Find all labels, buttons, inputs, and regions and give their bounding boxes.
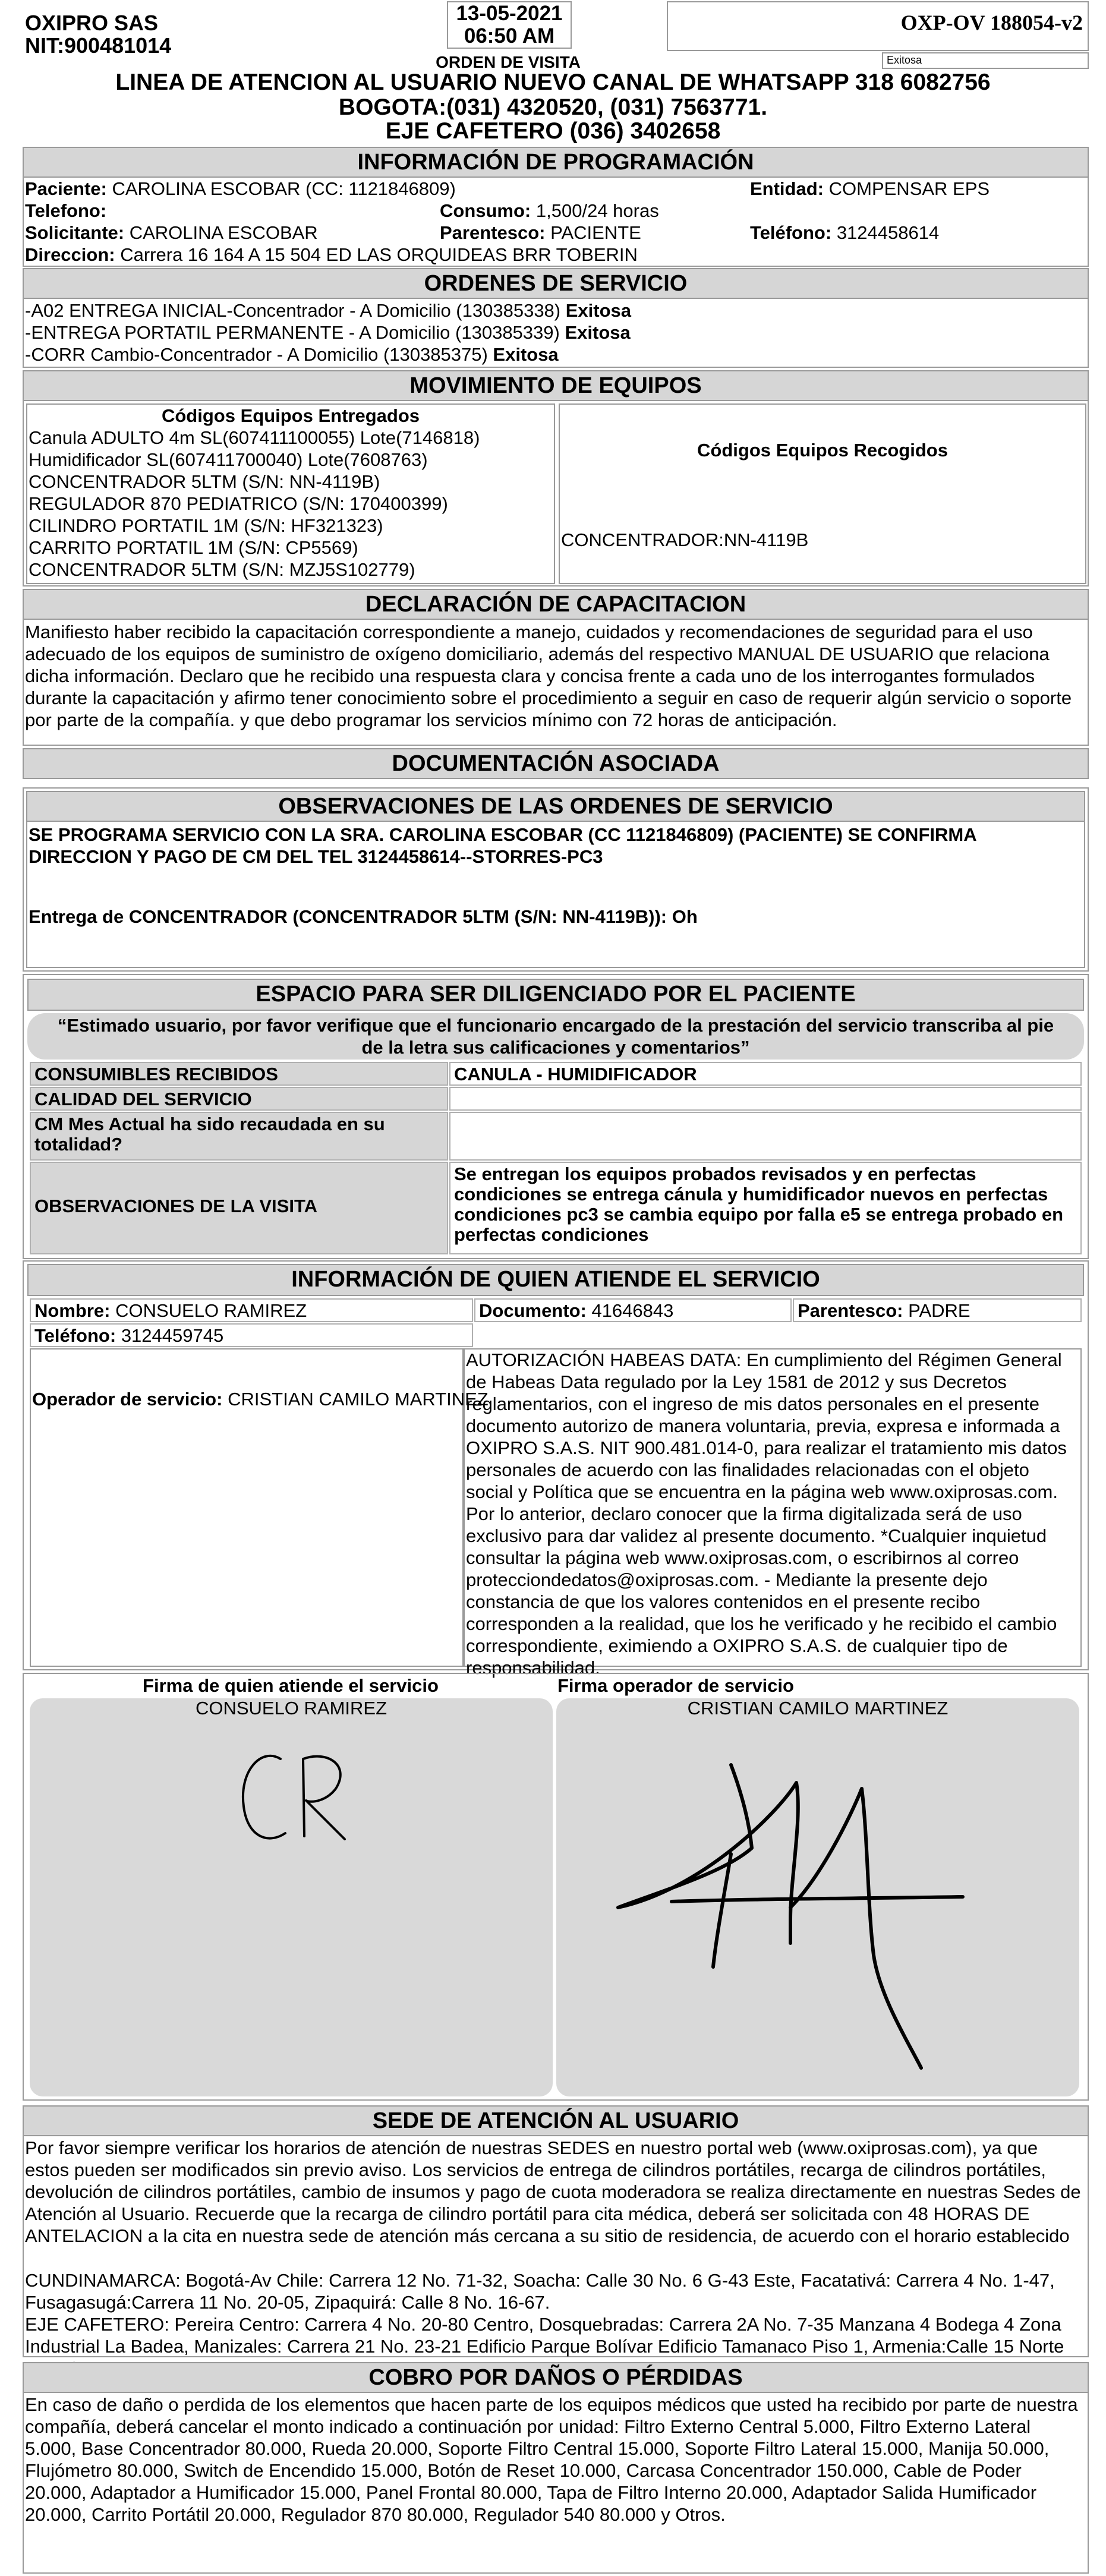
parentesco-value: PACIENTE bbox=[550, 222, 641, 243]
parentesco-atiende-label: Parentesco: bbox=[798, 1300, 903, 1321]
operador-label: Operador de servicio: bbox=[32, 1389, 223, 1410]
cm-value bbox=[449, 1112, 1082, 1161]
sede-eje-cafetero: EJE CAFETERO: Pereira Centro: Carrera 4 No. 20-80 Centro, Dosquebradas: Carrera 2A No. 7-35 Manzana 4 Bodega 4 Zona Industrial La Badea, Manizales: Carrera 21 No. 23-21 Edificio Parque Bolívar Edificio Tamanaco Piso 1, Armenia:Calle 15 Norte bbox=[25, 2314, 1064, 2357]
doc-type: ORDEN DE VISITA bbox=[436, 53, 581, 71]
orden-status: Exitosa bbox=[493, 344, 559, 365]
company-name: OXIPRO SAS bbox=[25, 11, 159, 35]
operador-row bbox=[32, 1388, 489, 1410]
whatsapp-line: LINEA DE ATENCION AL USUARIO NUEVO CANAL DE WHATSAPP 318 6082756 bbox=[115, 70, 991, 95]
consumibles-label: CONSUMIBLES RECIBIDOS bbox=[30, 1062, 448, 1086]
telefono2-value: 3124458614 bbox=[836, 222, 940, 243]
orden-item bbox=[25, 299, 631, 321]
calidad-label: CALIDAD DEL SERVICIO bbox=[30, 1087, 448, 1111]
orden-text: -A02 ENTREGA INICIAL-Concentrador - A Domicilio (130385338) bbox=[25, 300, 561, 321]
nombre-value: CONSUELO RAMIREZ bbox=[115, 1300, 307, 1321]
sede-cundinamarca: CUNDINAMARCA: Bogotá-Av Chile: Carrera 12 No. 71-32, Soacha: Calle 30 No. 6 G-43 Este, Facatativá: Carrera 4 No. 1-47, Fusagasugá:Carrera 11 No. 20-05, Zipaquirá: Calle 8 No. 16-67. bbox=[25, 2270, 1055, 2313]
entidad-row bbox=[750, 178, 990, 200]
documentacion-title: DOCUMENTACIÓN ASOCIADA bbox=[23, 748, 1089, 779]
solicitante-row bbox=[25, 222, 318, 244]
operador-value: CRISTIAN CAMILO MARTINEZ bbox=[228, 1389, 489, 1410]
consumo-label: Consumo: bbox=[440, 200, 531, 221]
telefono2-row bbox=[750, 222, 939, 244]
observaciones-visita-value: Se entregan los equipos probados revisados y en perfectas condiciones se entrega cánula y humidificador nuevos en perfectas condiciones pc3 se cambia equipo por falla e5 se entrega probado en perfectas condiciones bbox=[449, 1162, 1082, 1254]
cobro-text: En caso de daño o perdida de los elementos que hacen parte de los equipos médicos que usted ha recibido por parte de nuestra compañía, deberá cancelar el monto indicado a continuación por unidad: Filtro Externo Central 5.000, Filtro Externo Lateral 5.000, Base Concentrador 80.000, Rueda 20.000, Soporte Filtro Central 15.000, Soporte Filtro Lateral 15.000, Manija 50.000, Flujómetro 80.000, Switch de Encendido 15.000, Botón de Reset 10.000, Carcasa Concentrador 150.000, Cable de Poder 20.000, Adaptador a Humificador 15.000, Panel Frontal 80.000, Tapa de Filtro Interno 20.000, Adaptador Salida Humificador 20.000, Carrito Portátil 20.000, Regulador 870 80.000, Regulador 540 80.000 y Otros. bbox=[25, 2394, 1078, 2525]
orden-text: -ENTREGA PORTATIL PERMANENTE - A Domicilio (130385339) bbox=[25, 322, 560, 343]
programacion-title: INFORMACIÓN DE PROGRAMACIÓN bbox=[23, 147, 1089, 178]
equipo-entregado: CARRITO PORTATIL 1M (S/N: CP5569) bbox=[29, 537, 358, 558]
nombre-label: Nombre: bbox=[34, 1300, 111, 1321]
telefono-atiende-value: 3124459745 bbox=[121, 1325, 224, 1346]
paciente-label: Paciente: bbox=[25, 178, 107, 199]
equipo-entregado: Humidificador SL(607411700040) Lote(7608763) bbox=[29, 449, 428, 470]
entidad-label: Entidad: bbox=[750, 178, 824, 199]
equipo-entregado: CILINDRO PORTATIL 1M (S/N: HF321323) bbox=[29, 515, 383, 536]
documento-value: 41646843 bbox=[591, 1300, 674, 1321]
equipo-entregado: CONCENTRADOR 5LTM (S/N: MZJ5S102779) bbox=[29, 559, 415, 580]
firma-atiende-title: Firma de quien atiende el servicio bbox=[143, 1675, 439, 1696]
eje-cafetero-line: EJE CAFETERO (036) 3402658 bbox=[385, 118, 721, 144]
documento-cell bbox=[474, 1298, 792, 1322]
direccion-value: Carrera 16 164 A 15 504 ED LAS ORQUIDEAS BRR TOBERIN bbox=[120, 244, 638, 265]
firma-atiende-name: CONSUELO RAMIREZ bbox=[195, 1698, 387, 1719]
habeas-text: AUTORIZACIÓN HABEAS DATA: En cumplimiento del Régimen General de Habeas Data regulado por la Ley 1581 de 2012 y sus Decretos reglamentarios, con el ingreso de mis datos personales en el presente documento autorizo de manera voluntaria, previa, expresa e informada a OXIPRO S.A.S. NIT 900.481.014-0, para realizar el tratamiento mis datos personales de acuerdo con las finalidades relacionadas con el objeto social y Política que se encuentra en la página web www.oxiprosas.com. Por lo anterior, declaro conocer que la firma digitalizada será de uso exclusivo para dar validez al presente documento. *Cualquier inquietud consultar la página web www.oxiprosas.com, o escribirnos al correo protecciondedatos@oxiprosas.com. - Mediante la presente dejo constancia de que los valores contenidos en el presente recibo corresponden a la realidad, que los he verificado y he recibido el cambio correspondiente, eximiendo a OXIPRO S.A.S. de cualquier tipo de responsabilidad. bbox=[466, 1350, 1067, 1678]
status-small: Exitosa bbox=[887, 54, 922, 66]
telefono-cell bbox=[30, 1323, 473, 1347]
observaciones-text1: SE PROGRAMA SERVICIO CON LA SRA. CAROLINA ESCOBAR (CC 1121846809) (PACIENTE) SE CONFIRMA DIRECCION Y PAGO DE CM DEL TEL 3124458614--STORRES-PC3 bbox=[29, 824, 976, 867]
firma-operador-name: CRISTIAN CAMILO MARTINEZ bbox=[687, 1698, 949, 1719]
signature-operator bbox=[612, 1747, 992, 2080]
direccion-row bbox=[25, 244, 638, 266]
entidad-value: COMPENSAR EPS bbox=[828, 178, 990, 199]
consumo-row bbox=[440, 200, 659, 222]
observaciones-visita-label: OBSERVACIONES DE LA VISITA bbox=[30, 1162, 448, 1254]
movimiento-title: MOVIMIENTO DE EQUIPOS bbox=[23, 370, 1089, 401]
sede-text: Por favor siempre verificar los horarios de atención de nuestras SEDES en nuestro portal web (www.oxiprosas.com), ya que estos pueden ser modificados sin previo aviso. Los servicios de entrega de cilindros portátiles, recarga de cilindros portátiles, devolución de cilindros portátiles, cambio de insumos y pago de cuota moderadora se realiza directamente en nuestras Sedes de Atención al Usuario. Recuerde que la recarga de cilindro portátil para cita médica, deberá ser solicitada con 48 HORAS DE ANTELACION a la cita en nuestra sede de atención más cercana a su sitio de residencia, de acuerdo con el horario establecido bbox=[25, 2137, 1081, 2246]
consumibles-value: CANULA - HUMIDIFICADOR bbox=[449, 1062, 1082, 1086]
orden-item bbox=[25, 321, 631, 343]
atiende-title: INFORMACIÓN DE QUIEN ATIENDE EL SERVICIO bbox=[27, 1264, 1084, 1296]
calidad-value bbox=[449, 1087, 1082, 1111]
observaciones-text2: Entrega de CONCENTRADOR (CONCENTRADOR 5LTM (S/N: NN-4119B)): Oh bbox=[29, 906, 698, 927]
orden-item bbox=[25, 343, 559, 365]
solicitante-value: CAROLINA ESCOBAR bbox=[129, 222, 318, 243]
entregados-title: Códigos Equipos Entregados bbox=[161, 405, 420, 426]
company-nit: NIT:900481014 bbox=[25, 33, 172, 58]
observaciones-title: OBSERVACIONES DE LAS ORDENES DE SERVICIO bbox=[26, 791, 1085, 822]
telefono-atiende-label: Teléfono: bbox=[34, 1325, 116, 1346]
capacitacion-text: Manifiesto haber recibido la capacitación correspondiente a manejo, cuidados y recomendaciones de seguridad para el uso adecuado de los equipos de suministro de oxígeno domiciliario, además del respectivo MANUAL DE USUARIO que relaciona dicha información. Declaro que he recibido una respuesta clara y concisa frente a cada uno de los interrogantes formulados durante la capacitación y afirmo tener conocimiento sobre el procedimiento a seguir en caso de requerir algún servicio o soporte por parte de la compañía. y que debo programar los servicios mínimo con 72 horas de anticipación. bbox=[25, 622, 1072, 730]
parentesco-label: Parentesco: bbox=[440, 222, 546, 243]
recogidos-title: Códigos Equipos Recogidos bbox=[697, 440, 948, 461]
orden-status: Exitosa bbox=[565, 322, 631, 343]
orden-text: -CORR Cambio-Concentrador - A Domicilio (130385375) bbox=[25, 344, 488, 365]
ordenes-title: ORDENES DE SERVICIO bbox=[23, 268, 1089, 299]
documento-label: Documento: bbox=[479, 1300, 587, 1321]
equipo-entregado: Canula ADULTO 4m SL(607411100055) Lote(7146818) bbox=[29, 427, 480, 448]
cobro-title: COBRO POR DAÑOS O PÉRDIDAS bbox=[23, 2362, 1089, 2393]
consumo-value: 1,500/24 horas bbox=[535, 200, 659, 221]
bogota-line: BOGOTA:(031) 4320520, (031) 7563771. bbox=[338, 94, 768, 120]
parentesco-row bbox=[440, 222, 641, 244]
paciente-space-title: ESPACIO PARA SER DILIGENCIADO POR EL PACIENTE bbox=[27, 979, 1084, 1011]
nombre-cell bbox=[30, 1298, 473, 1322]
cm-label: CM Mes Actual ha sido recaudada en su totalidad? bbox=[30, 1112, 448, 1161]
capacitacion-title: DECLARACIÓN DE CAPACITACION bbox=[23, 589, 1089, 620]
equipo-entregado: REGULADOR 870 PEDIATRICO (S/N: 170400399) bbox=[29, 493, 448, 514]
visit-date: 13-05-2021 bbox=[456, 2, 563, 25]
quote-text: “Estimado usuario, por favor verifique que el funcionario encargado de la prestación del servicio transcriba al pie de la letra sus calificaciones y comentarios” bbox=[57, 1015, 1054, 1058]
equipo-recogido: CONCENTRADOR:NN-4119B bbox=[561, 529, 809, 550]
direccion-label: Direccion: bbox=[25, 244, 115, 265]
parentesco-cell bbox=[793, 1298, 1082, 1322]
visit-time: 06:50 AM bbox=[464, 24, 555, 48]
equipo-entregado: CONCENTRADOR 5LTM (S/N: NN-4119B) bbox=[29, 471, 380, 492]
parentesco-atiende-value: PADRE bbox=[908, 1300, 970, 1321]
telefono2-label: Teléfono: bbox=[750, 222, 832, 243]
firma-operador-title: Firma operador de servicio bbox=[557, 1675, 794, 1696]
paciente-value: CAROLINA ESCOBAR (CC: 1121846809) bbox=[112, 178, 456, 199]
recogidos-cell bbox=[559, 403, 1086, 584]
signature-cr bbox=[226, 1735, 392, 1878]
paciente-row bbox=[25, 178, 456, 200]
solicitante-label: Solicitante: bbox=[25, 222, 125, 243]
telefono-label: Telefono: bbox=[25, 200, 107, 221]
order-code: OXP-OV 188054-v2 bbox=[900, 11, 1083, 34]
sede-title: SEDE DE ATENCIÓN AL USUARIO bbox=[23, 2105, 1089, 2136]
orden-status: Exitosa bbox=[565, 300, 632, 321]
